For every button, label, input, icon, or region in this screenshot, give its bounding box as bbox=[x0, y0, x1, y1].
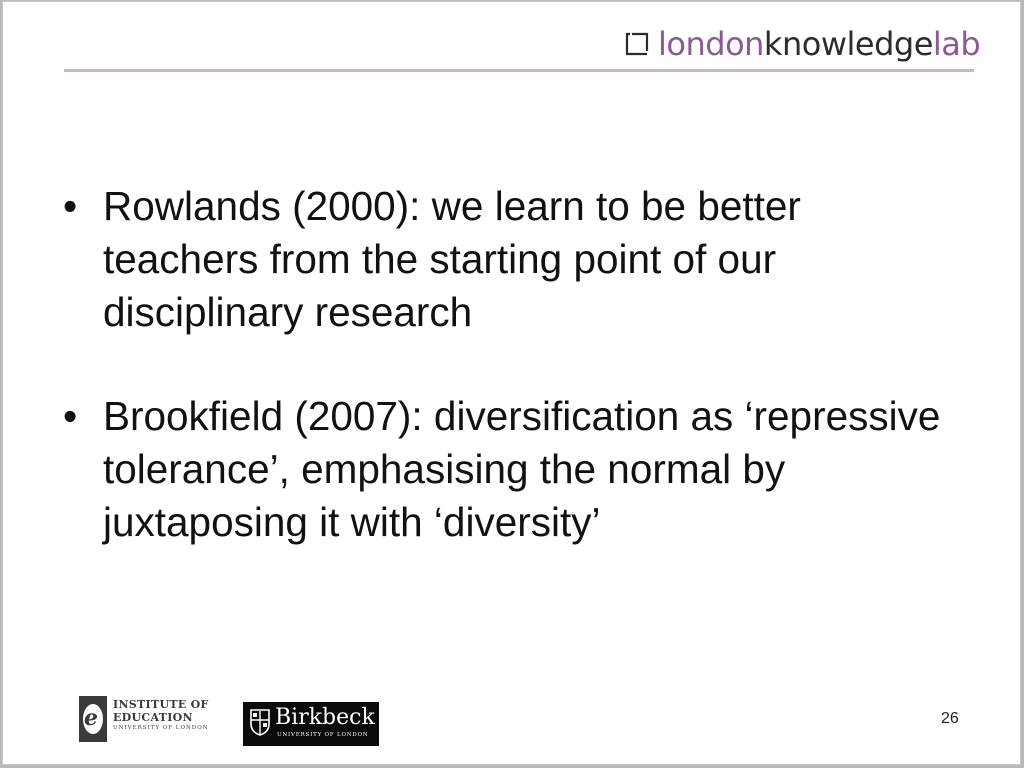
logo-text-london: london bbox=[658, 25, 764, 63]
square-bracket-logo-icon bbox=[624, 31, 650, 57]
birkbeck-subtitle: UNIVERSITY OF LONDON bbox=[277, 732, 369, 738]
bullet-text: Rowlands (2000): we learn to be better teachers from the starting point of our disciplinary research bbox=[103, 183, 801, 335]
bullet-item bbox=[61, 390, 941, 549]
institute-of-education-logo bbox=[79, 696, 219, 746]
slide bbox=[2, 1, 1021, 765]
birkbeck-crest-icon bbox=[249, 708, 271, 736]
page-number: 26 bbox=[941, 710, 959, 727]
bullet-item bbox=[61, 180, 941, 339]
birkbeck-logo bbox=[243, 702, 379, 746]
logo-text-lab: lab bbox=[932, 25, 981, 63]
footer bbox=[3, 690, 1020, 750]
ioe-line-3: UNIVERSITY OF LONDON bbox=[113, 725, 209, 731]
bullet-text: Brookfield (2007): diversification as ‘repressive tolerance’, emphasising the normal by juxtaposing it with ‘diversity’ bbox=[103, 393, 941, 545]
bullet-list bbox=[61, 180, 941, 600]
bullet-marker: • bbox=[63, 183, 78, 229]
header-divider bbox=[64, 69, 974, 72]
ioe-line-2: EDUCATION bbox=[113, 711, 193, 724]
ioe-e-icon bbox=[79, 696, 107, 742]
birkbeck-name: Birkbeck bbox=[275, 705, 375, 730]
ioe-line-1: INSTITUTE OF bbox=[113, 698, 209, 711]
ioe-mark-letter: e bbox=[84, 705, 98, 731]
ioe-wordmark bbox=[113, 698, 209, 733]
logo-text-knowledge: knowledge bbox=[763, 25, 933, 63]
london-knowledge-lab-logo bbox=[624, 22, 980, 66]
bullet-marker: • bbox=[63, 393, 78, 439]
